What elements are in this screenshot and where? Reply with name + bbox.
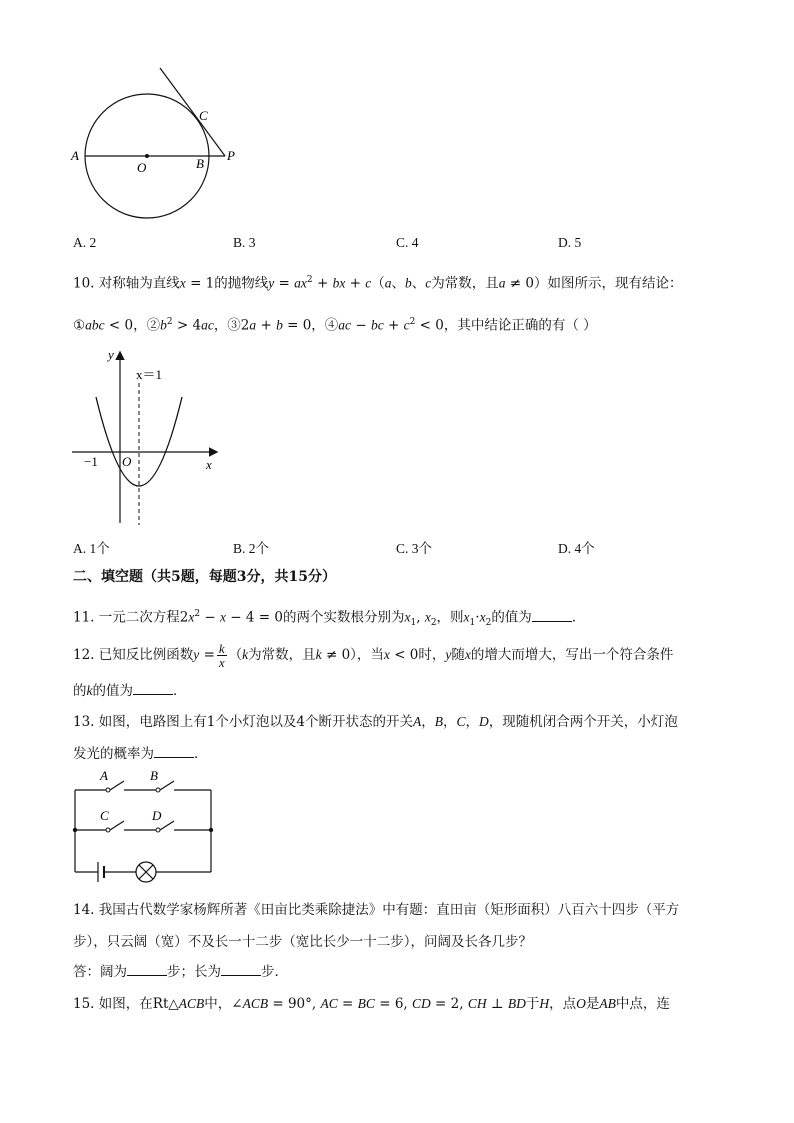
q10-option-a: A. 1个 (73, 541, 110, 556)
q13-line1: 13. 如图，电路图上有1个小灯泡以及4个断开状态的开关A，B，C，D，现随机闭合两个开关，小灯泡 (73, 714, 678, 730)
q10-line1: 10. 对称轴为直线x = 1的抛物线$y = ax^2$ + bx + c（a、b、c为常数，且a ≠ 0）如图所示，现有结论： (73, 275, 683, 292)
label-switch-c: C (100, 808, 109, 823)
switch-d (160, 821, 174, 830)
tangent-line (160, 68, 225, 156)
label-b: B (196, 156, 204, 171)
q14-line2: 步），只云阔（宽）不及长一十二步（宽比长少一十二步），问阔及长各几步？ (73, 934, 532, 950)
q10-line2: ①abc < 0，$②b^2 > 4ac$，③2a + b = 0，④ac − bc + $c^2 < 0$，其中结论正确的有（ ） (73, 317, 597, 334)
label-y: y (108, 347, 114, 362)
q14-line3: 答：阔为 步；长为 步． (73, 964, 288, 980)
label-axis-eq: x＝1 (136, 367, 163, 382)
label-origin: O (122, 454, 132, 469)
q14-line1: 14. 我国古代数学家杨辉所著《田亩比类乘除捷法》中有题：直田亩（矩形面积）八百六十四步（平方 (73, 902, 680, 918)
label-o: O (137, 160, 147, 175)
label-x: x (206, 457, 212, 472)
q9-option-a: A. 2 (73, 235, 97, 250)
q10-option-b: B. 2个 (233, 541, 270, 556)
switch-c (110, 821, 124, 830)
figure-circle-tangent (65, 62, 245, 224)
label-switch-b: B (150, 768, 158, 783)
q12-line1: 12. 已知反比例函数y = $\frac{k}{x}$ （k为常数，且k ≠ 0），当x < 0时，y随x的增大而增大，写出一个符合条件 (73, 641, 674, 670)
figure-circuit (68, 768, 218, 890)
q12-line2: 的k的值为 ． (73, 683, 187, 699)
q9-option-c: C. 4 (396, 235, 419, 250)
switch-b (160, 781, 174, 790)
q13-line2: 发光的概率为 ． (73, 746, 208, 762)
label-switch-d: D (152, 808, 162, 823)
q11-line: 11. 一元二次方程$2x^2 - x - 4 = 0$的两个实数根分别为$x_1$, $x_2$，则$x_1\cdot x_2$的值为 ． (73, 609, 586, 629)
section-heading: 二、填空题（共5题，每题3分，共15分） (73, 569, 336, 585)
label-c: C (199, 108, 208, 123)
label-p: P (227, 148, 235, 163)
q9-option-b: B. 3 (233, 235, 256, 250)
label-switch-a: A (100, 768, 108, 783)
q10-option-c: C. 3个 (396, 541, 433, 556)
q9-option-d: D. 5 (558, 235, 582, 250)
switch-a (110, 781, 124, 790)
label-neg1: −1 (84, 454, 98, 469)
figure-parabola (68, 345, 228, 527)
q10-option-d: D. 4个 (558, 541, 595, 556)
q15-line1: 15. 如图，在Rt△ACB中，∠ACB = 90°, AC = BC = 6, CD = 2, CH ⊥ BD于H，点O是AB中点，连 (73, 996, 670, 1012)
label-a: A (71, 148, 79, 163)
center-dot (145, 154, 149, 158)
